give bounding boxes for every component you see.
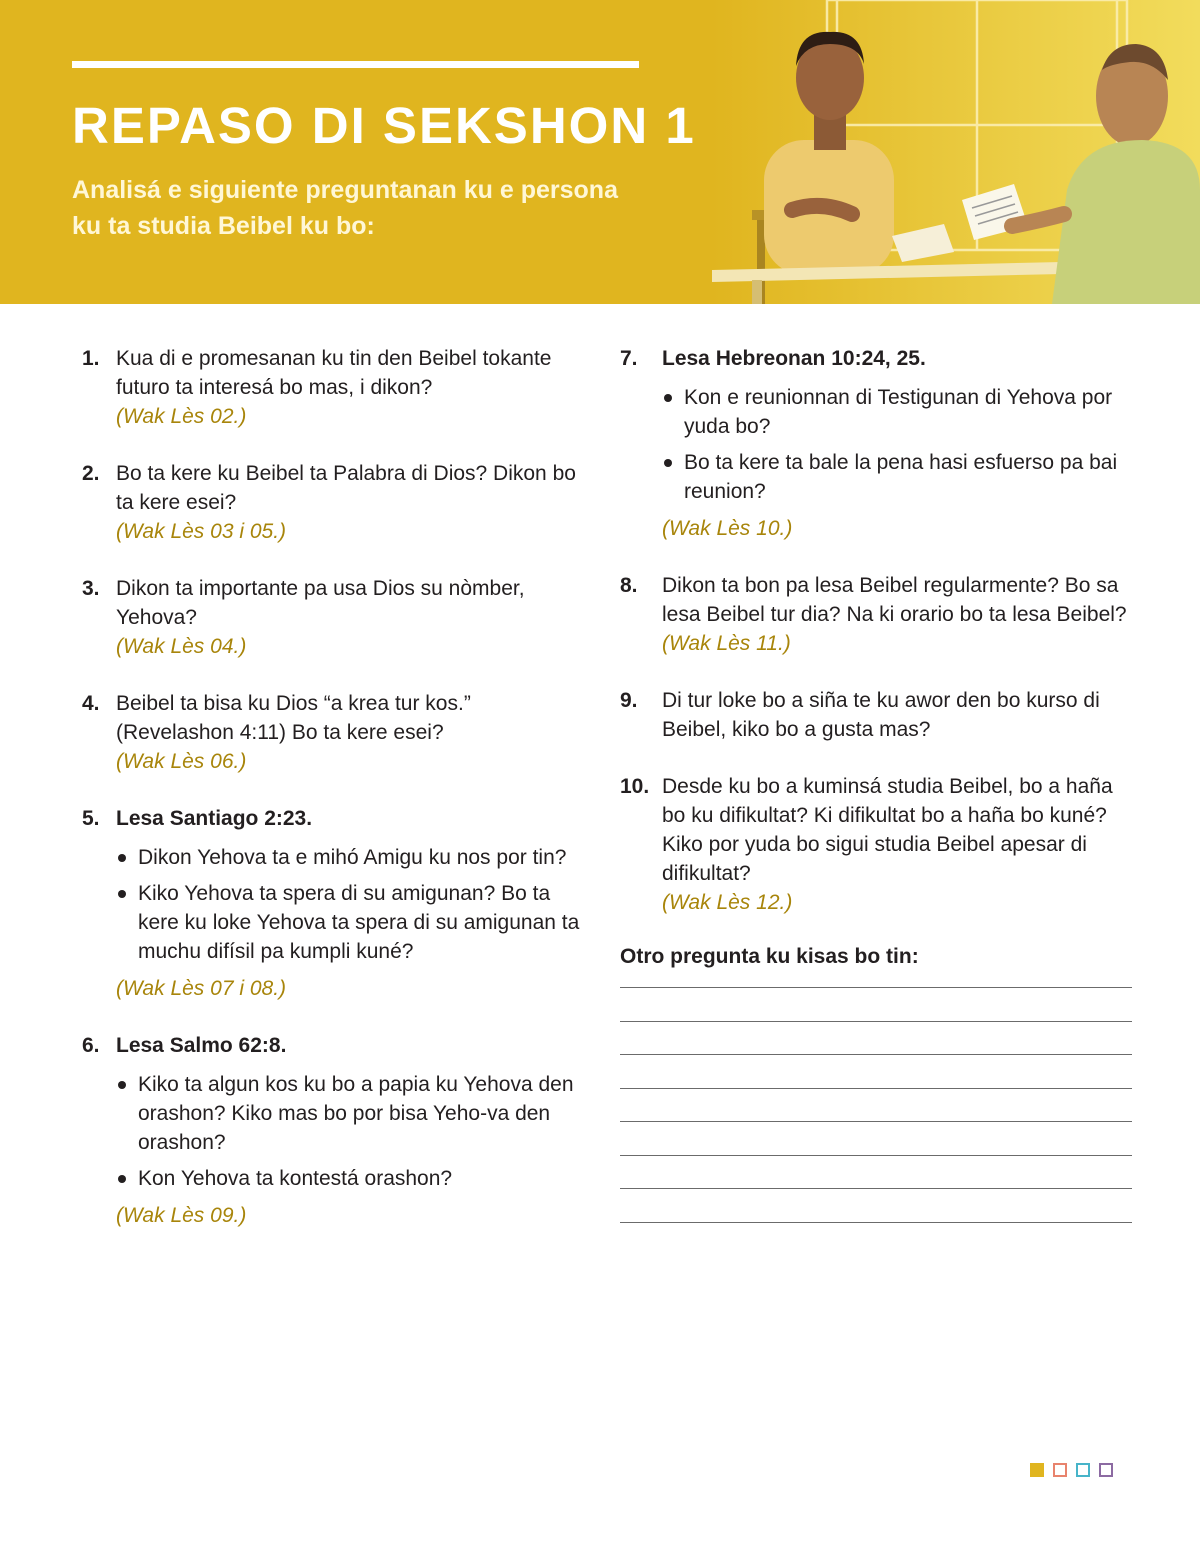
bullet-item: Kiko ta algun kos ku bo a papia ku Yehova den orashon? Kiko mas bo por bisa Yeho-va den orashon? — [116, 1070, 582, 1157]
question-10 — [620, 772, 1132, 917]
question-9 — [620, 686, 1132, 744]
question-text: Bo ta kere ku Beibel ta Palabra di Dios? Dikon bo ta kere esei? — [116, 462, 576, 514]
question-number: 9. — [620, 689, 638, 712]
question-1 — [82, 344, 582, 431]
question-number: 4. — [82, 692, 100, 715]
question-8 — [620, 571, 1132, 658]
questions-right-column — [620, 344, 1132, 1255]
lesson-reference: (Wak Lès 10.) — [662, 517, 793, 540]
bullet-list — [116, 843, 582, 966]
question-number: 6. — [82, 1034, 100, 1057]
lesson-reference: (Wak Lès 03 i 05.) — [116, 520, 287, 543]
question-text: Desde ku bo a kuminsá studia Beibel, bo a haña bo ku difikultat? Ki difikultat bo a haña bo kuné? Kiko por yuda bo sigui studia Beibel apesar di difikultat? — [662, 775, 1113, 885]
question-3 — [82, 574, 582, 661]
question-number: 5. — [82, 807, 100, 830]
bible-study-illustration — [712, 0, 1200, 304]
bullet-item: Kon Yehova ta kontestá orashon? — [116, 1164, 582, 1193]
scripture-reading: Lesa Salmo 62:8. — [116, 1034, 287, 1057]
lesson-reference: (Wak Lès 02.) — [116, 405, 247, 428]
page-subtitle: Analisá e siguiente preguntanan ku e persona ku ta studia Beibel ku bo: — [72, 176, 618, 240]
writing-lines — [620, 987, 1132, 1223]
page-title: REPASO DI SEKSHON 1 — [72, 97, 696, 154]
writing-line[interactable] — [620, 1054, 1132, 1055]
question-text: Beibel ta bisa ku Dios “a krea tur kos.” (Revelashon 4:11) Bo ta kere esei? — [116, 692, 471, 744]
question-text: Kua di e promesanan ku tin den Beibel tokante futuro ta interesá bo mas, i dikon? — [116, 347, 552, 399]
question-number: 10. — [620, 775, 650, 798]
lesson-reference: (Wak Lès 09.) — [116, 1204, 247, 1227]
question-6 — [82, 1031, 582, 1230]
question-number: 2. — [82, 462, 100, 485]
bullet-item: Kiko Yehova ta spera di su amigunan? Bo ta kere ku loke Yehova ta spera di su amigunan ta muchu difísil pa kumpli kuné? — [116, 879, 582, 966]
bullet-item: Dikon Yehova ta e mihó Amigu ku nos por tin? — [116, 843, 582, 872]
other-questions-label: Otro pregunta ku kisas bo tin: — [620, 945, 919, 968]
writing-line[interactable] — [620, 1222, 1132, 1223]
lesson-reference: (Wak Lès 12.) — [662, 891, 793, 914]
question-5 — [82, 804, 582, 1003]
writing-line[interactable] — [620, 1188, 1132, 1189]
lesson-reference: (Wak Lès 06.) — [116, 750, 247, 773]
question-2 — [82, 459, 582, 546]
question-text: Di tur loke bo a siña te ku awor den bo kurso di Beibel, kiko bo a gusta mas? — [662, 689, 1100, 741]
question-number: 1. — [82, 347, 100, 370]
writing-line[interactable] — [620, 987, 1132, 988]
writing-line[interactable] — [620, 1155, 1132, 1156]
questions-left-column — [82, 344, 582, 1258]
header-rule — [72, 61, 639, 68]
question-number: 8. — [620, 574, 638, 597]
lesson-reference: (Wak Lès 04.) — [116, 635, 247, 658]
bullet-item: Bo ta kere ta bale la pena hasi esfuerso pa bai reunion? — [662, 448, 1132, 506]
writing-line[interactable] — [620, 1121, 1132, 1122]
section-square-outline — [1053, 1463, 1067, 1477]
scripture-reading: Lesa Santiago 2:23. — [116, 807, 313, 830]
question-4 — [82, 689, 582, 776]
writing-line[interactable] — [620, 1021, 1132, 1022]
question-text: Dikon ta importante pa usa Dios su nòmber, Yehova? — [116, 577, 525, 629]
header-banner — [0, 0, 1200, 304]
question-7 — [620, 344, 1132, 543]
question-number: 7. — [620, 347, 638, 370]
lesson-reference: (Wak Lès 11.) — [662, 632, 791, 655]
bullet-list — [662, 383, 1132, 506]
writing-line[interactable] — [620, 1088, 1132, 1089]
question-number: 3. — [82, 577, 100, 600]
section-square-outline — [1076, 1463, 1090, 1477]
bullet-item: Kon e reunionnan di Testigunan di Yehova por yuda bo? — [662, 383, 1132, 441]
section-square-filled — [1030, 1463, 1044, 1477]
lesson-reference: (Wak Lès 07 i 08.) — [116, 977, 287, 1000]
bullet-list — [116, 1070, 582, 1193]
section-square-outline — [1099, 1463, 1113, 1477]
question-text: Dikon ta bon pa lesa Beibel regularmente? Bo sa lesa Beibel tur dia? Na ki orario bo ta lesa Beibel? — [662, 574, 1127, 626]
section-progress-squares — [1030, 1463, 1113, 1477]
scripture-reading: Lesa Hebreonan 10:24, 25. — [662, 347, 926, 370]
